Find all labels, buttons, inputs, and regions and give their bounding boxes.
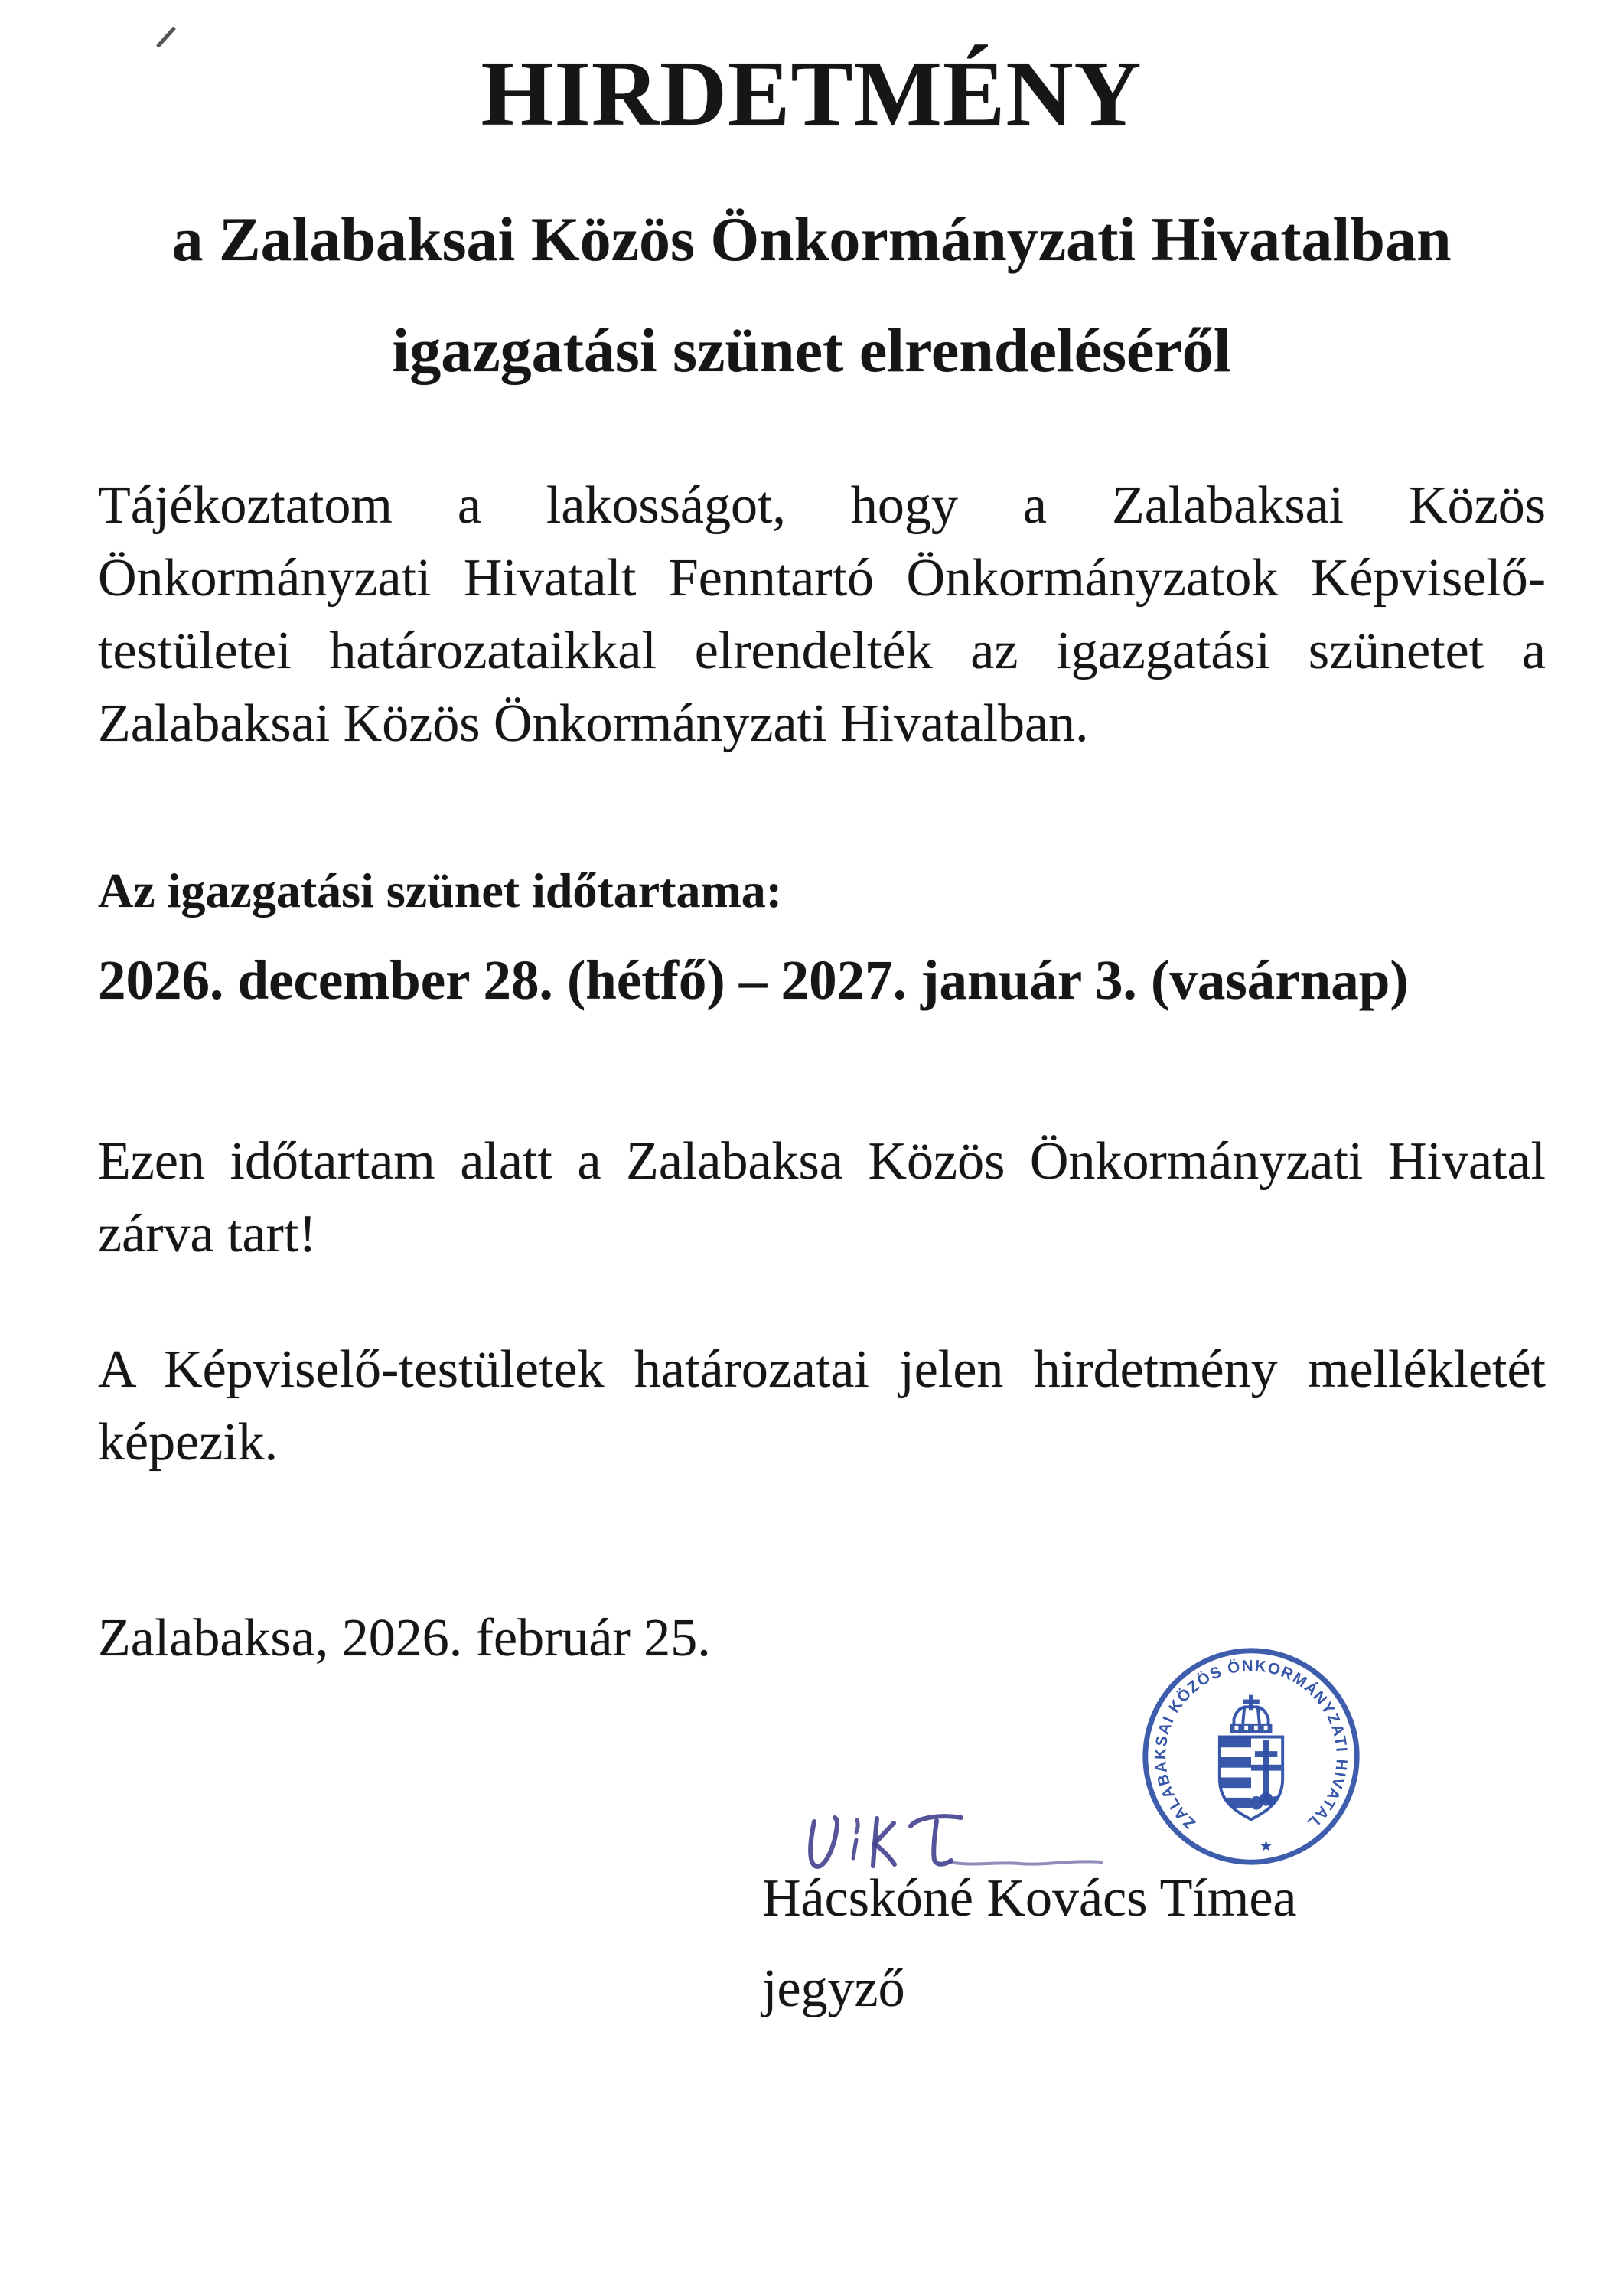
intro-paragraph [98,469,1546,760]
paragraph-line: A Képviselő-testületek határozatai jelen hirdetmény mellékletét [98,1340,1546,1399]
place-and-date: Zalabaksa, 2026. február 25. [98,1609,711,1668]
closure-paragraph [98,1125,1546,1270]
closure-period: 2026. december 28. (hétfő) – 2027. január 3. (vasárnap) [98,949,1409,1011]
paragraph-line: testületei határozataikkal elrendelték az igazgatási szünetet a [98,621,1546,680]
scan-artifact-mark [156,26,176,48]
paragraph-line: Önkormányzati Hivatalt Fenntartó Önkormányzatok Képviselő- [98,549,1546,608]
attachment-paragraph [98,1333,1546,1479]
signer-title: jegyző [762,1959,905,2018]
document-title: HIRDETMÉNY [481,42,1142,145]
stamp-star-icon: ★ [1259,1837,1273,1855]
document-subtitle-line2: igazgatási szünet elrendeléséről [392,315,1231,385]
paragraph-line: Tájékoztatom a lakosságot, hogy a Zalabaksai Közös [98,476,1546,535]
signer-name: Hácskóné Kovács Tímea [762,1869,1297,1928]
stamp-outer-ring [1146,1651,1357,1862]
coat-of-arms-icon [1218,1695,1282,1820]
paragraph-line: képezik. [98,1413,279,1472]
paragraph-line: zárva tart! [98,1205,317,1264]
paragraph-line: Zalabaksai Közös Önkormányzati Hivatalban. [98,694,1089,753]
stamp-graphic [1139,1644,1364,1869]
document-subtitle-line1: a Zalabaksai Közös Önkormányzati Hivatalban [171,204,1452,274]
period-section-heading: Az igazgatási szünet időtartama: [98,863,783,918]
stamp-ring-text: ZALABAKSAI KÖZÖS ÖNKORMÁNYZATI HIVATAL [1152,1657,1351,1833]
paragraph-line: Ezen időtartam alatt a Zalabaksa Közös Önkormányzati Hivatal [98,1132,1546,1191]
official-stamp-seal [1139,1644,1364,1869]
